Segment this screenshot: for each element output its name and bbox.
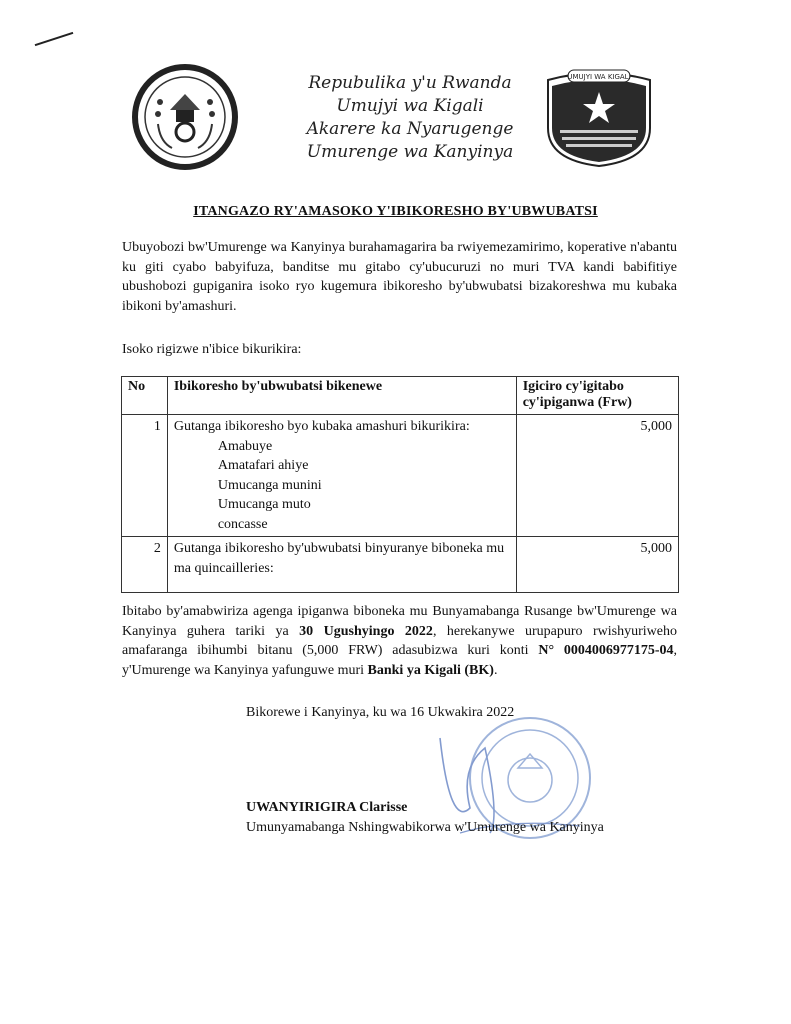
row-price: 5,000 [516, 537, 678, 593]
closing-text: . [493, 662, 498, 678]
row-no: 2 [122, 537, 168, 593]
row-item [167, 415, 516, 537]
closing-text: , herekanywe urupapuro rwishyuriweho amafaranga ibihumbi bitanu (5,000 FRW) adasubizwa kuri konti [122, 623, 678, 658]
account-number: N° 0004006977175-04 [538, 643, 674, 658]
place-date: Bikorewe i Kanyinya, ku wa 16 Ukwakira 2022 [246, 705, 515, 720]
sub-item: Amabuye [217, 438, 273, 454]
header-price: Igiciro cy'igitabo cy'ipiganwa (Frw) [516, 377, 678, 415]
closing-text: Ibitabo by'amabwiriza agenga ipiganwa biboneka mu Bunyamabanga Rusange bw'Umurenge wa Kanyinya guhera tariki ya [122, 604, 677, 639]
sub-item: Umucanga muto [217, 497, 311, 512]
row-item-text: Gutanga ibikoresho byo kubaka amashuri bikurikira: [173, 419, 470, 434]
closing-text: , y'Umurenge wa Kanyinya yafunguwe muri [122, 643, 678, 678]
table-row [122, 537, 679, 593]
bank-name: Banki ya Kigali (BK) [367, 662, 494, 678]
row-no: 1 [122, 415, 168, 537]
rwanda-coat-of-arms-icon [130, 62, 240, 172]
lots-table [121, 376, 679, 593]
header-line-sector: Umurenge wa Kanyinya [306, 142, 514, 162]
sub-item: Umucanga munini [217, 477, 322, 493]
table-row [122, 415, 679, 537]
table-header-row [122, 377, 679, 415]
seal-text: UMUJYI WA KIGALI [567, 73, 631, 81]
intro-paragraph: Ubuyobozi bw'Umurenge wa Kanyinya burahamagarira ba rwiyemezamirimo, koperative n'abantu ku giti cyabo babyifuza, banditse mu gitabo cy'ubucuruzi no muri TVA kandi babifitiye ubushobozi gupiganira isoko ryo kugemura ibikoresho by'ubwubatsi bizakoreshwa mu kubaka ibikoni by'amashuri. [122, 240, 677, 314]
header-line-republic: Repubulika y'u Rwanda [308, 73, 512, 93]
row-item: Gutanga ibikoresho by'ubwubatsi binyuranye biboneka mu ma quincailleries: [167, 537, 516, 593]
lots-intro: Isoko rigizwe n'ibice bikurikira: [122, 342, 302, 357]
sub-item: Amatafari ahiye [217, 458, 309, 473]
sub-item: concasse [217, 516, 268, 532]
header-line-city: Umujyi wa Kigali [336, 96, 484, 116]
signer-name: UWANYIRIGIRA Clarisse [246, 800, 408, 815]
signer-role: Umunyamabanga Nshingwabikorwa w'Umurenge wa Kanyinya [246, 820, 604, 835]
header-address [290, 72, 530, 164]
scan-mark [35, 32, 74, 46]
header-item: Ibikoresho by'ubwubatsi bikenewe [167, 377, 516, 415]
kigali-city-seal-icon [540, 68, 658, 168]
row-price: 5,000 [516, 415, 678, 537]
header-line-district: Akarere ka Nyarugenge [306, 119, 514, 139]
closing-paragraph [122, 602, 677, 680]
closing-date: 30 Ugushyingo 2022 [299, 623, 433, 639]
document-title: ITANGAZO RY'AMASOKO Y'IBIKORESHO BY'UBWUBATSI [193, 204, 598, 219]
header-no: No [122, 377, 168, 415]
